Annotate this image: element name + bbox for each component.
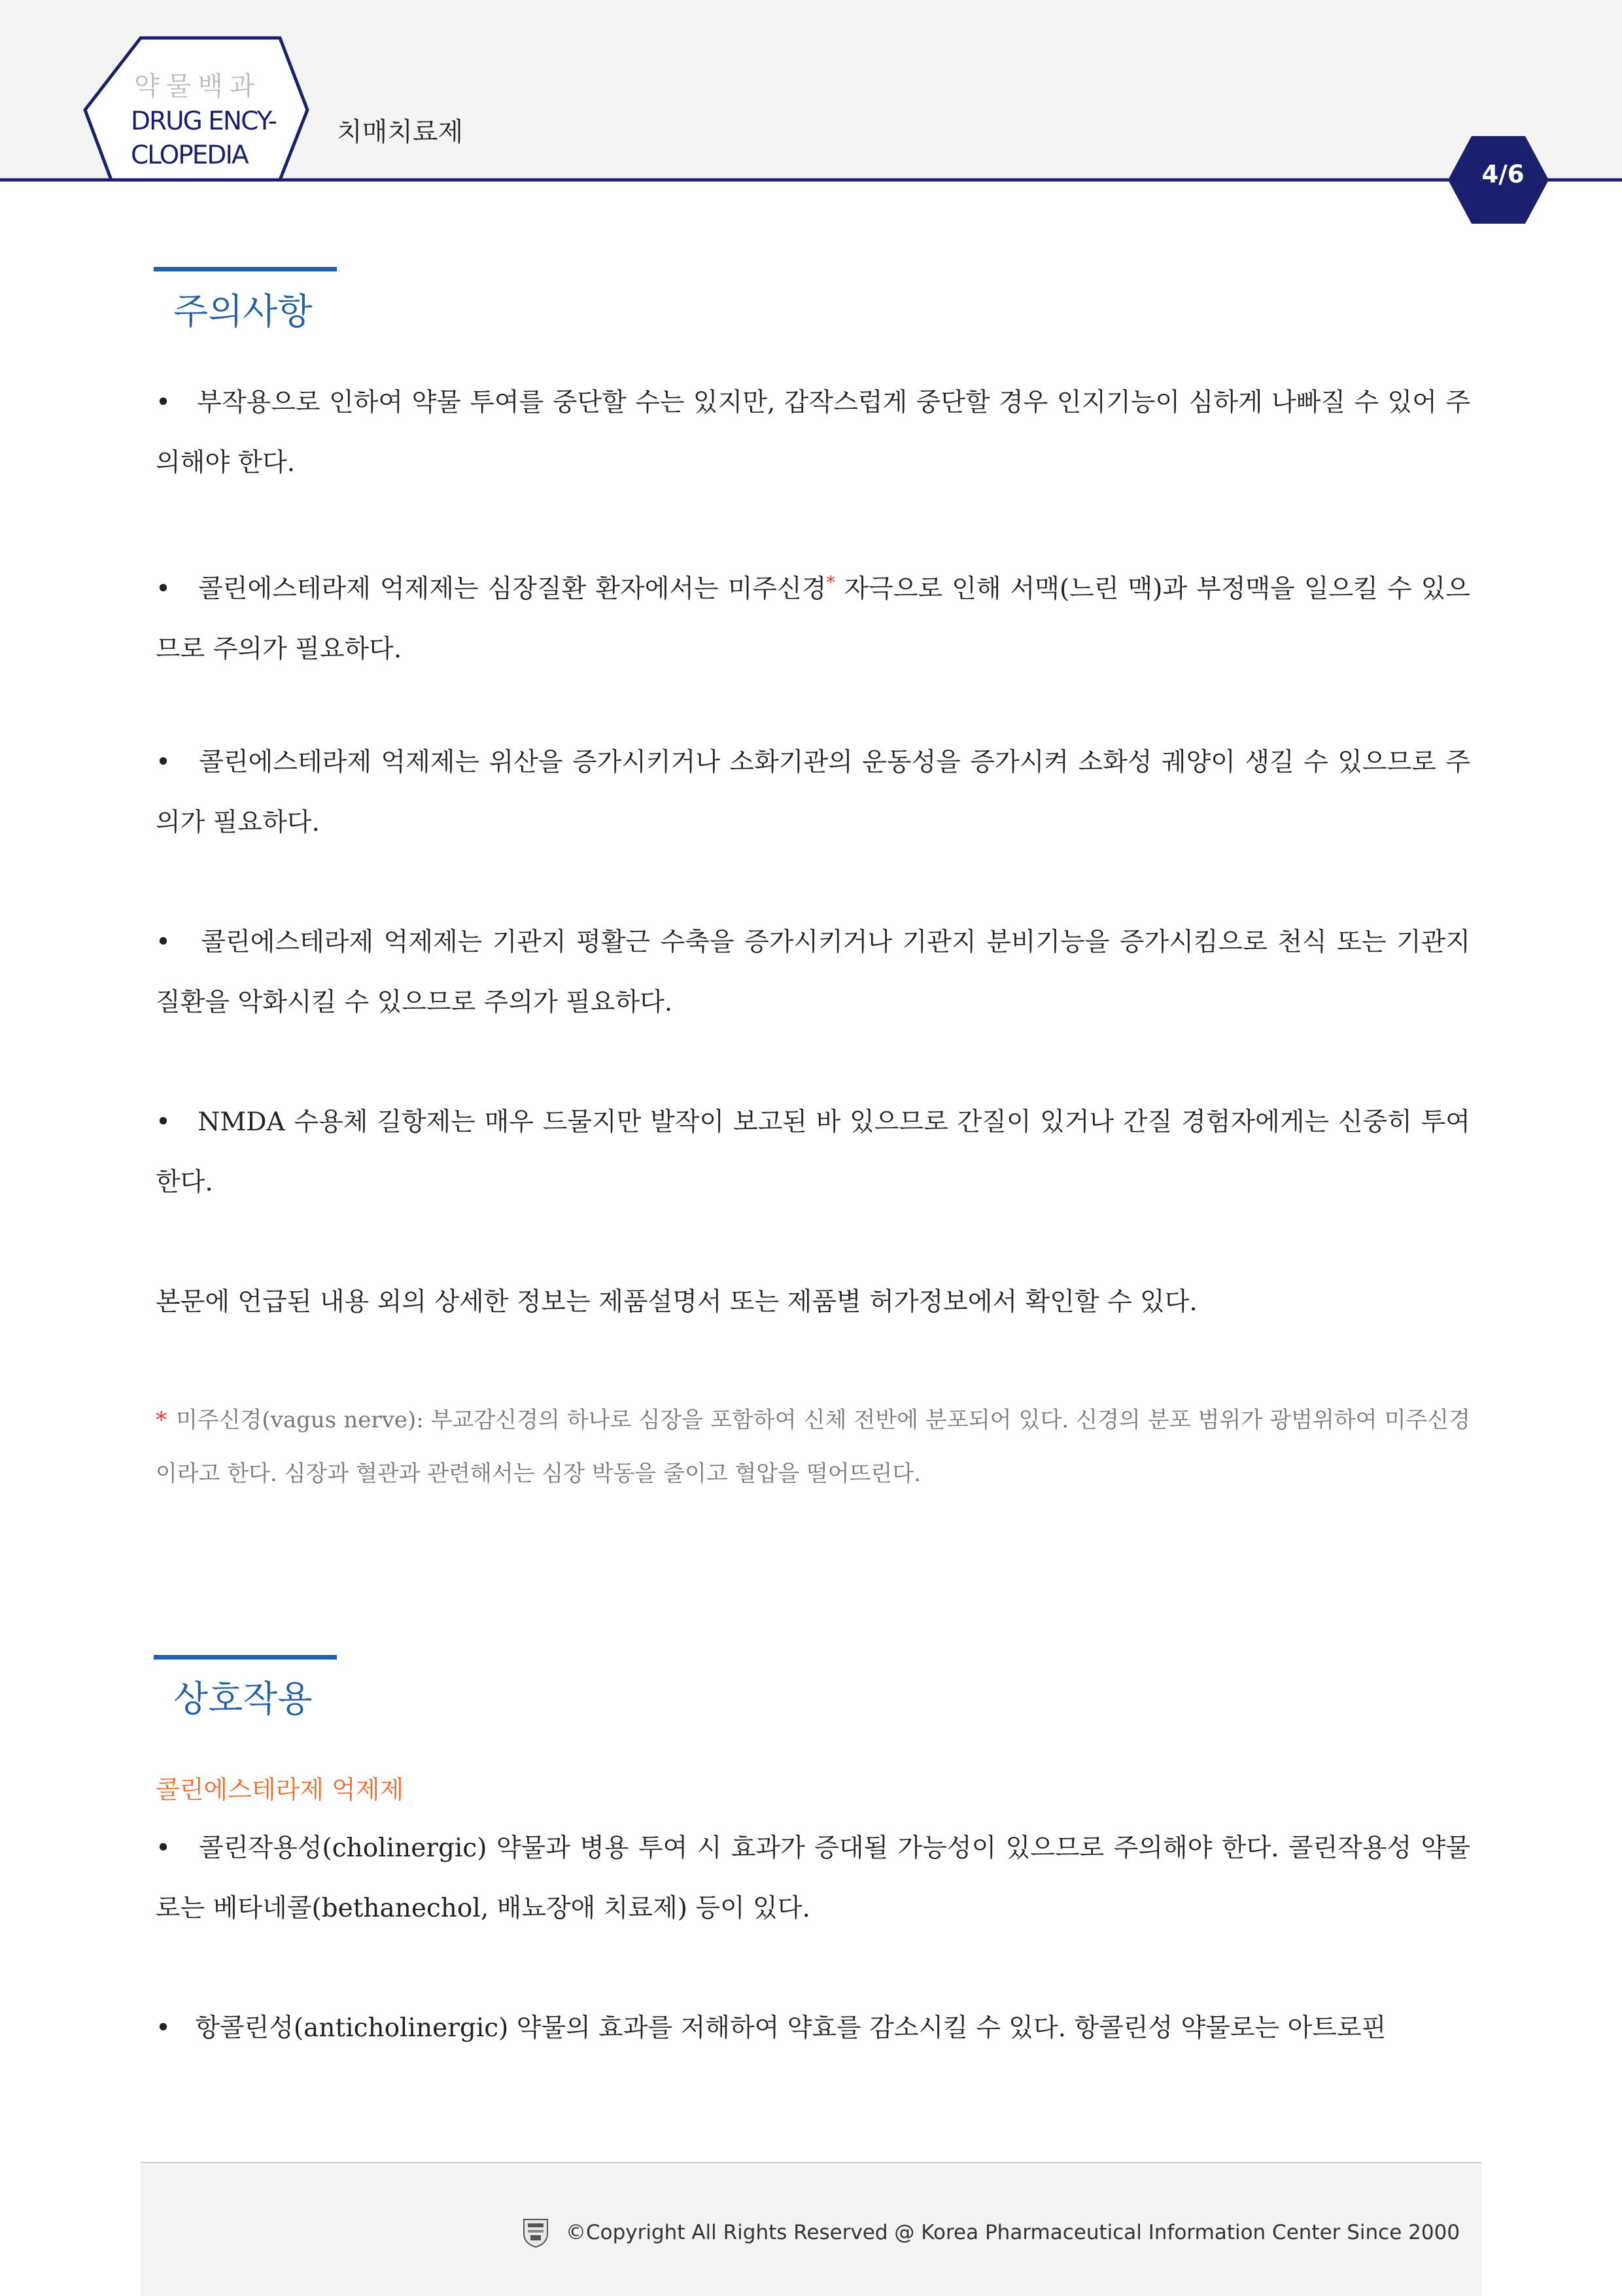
precaution-text: 콜린에스테라제 억제제는 위산을 증가시키거나 소화기관의 운동성을 증가시켜 소화성 궤양이 생길 수 있으므로 주의가 필요하다. [156,748,1470,837]
footer [141,2162,1481,2296]
precaution-item [156,373,1470,493]
precaution-text: 콜린에스테라제 억제제는 심장질환 환자에서는 미주신경 [198,574,827,604]
bullet-marker: • [156,574,171,604]
bullet-marker: • [156,928,171,957]
logo-english-line1: DRUG ENCY- [131,107,276,136]
precaution-item [156,913,1470,1033]
section-bar-precautions [154,267,337,271]
precaution-text: NMDA 수용체 길항제는 매우 드물지만 발작이 보고된 바 있으므로 간질이 있거나 간질 경험자에게는 신중히 투여한다. [156,1107,1470,1197]
shield-logo-icon [521,2217,550,2248]
footnote [156,1393,1470,1501]
bullet-marker: • [156,1834,171,1863]
section-title-interactions: 상호작용 [173,1678,313,1720]
logo-english [131,105,276,173]
precaution-item [156,1092,1470,1213]
bullet-marker: • [156,2013,171,2043]
bullet-marker: • [156,1107,171,1137]
section-bar-interactions [154,1655,337,1660]
footnote-marker: * [156,1407,167,1433]
interaction-item [156,1998,1470,2059]
interaction-text: 콜린작용성(cholinergic) 약물과 병용 투여 시 효과가 증대될 가능성이 있으므로 주의해야 한다. 콜린작용성 약물로는 베타네콜(bethanechol, 배뇨장애 치료제) 등이 있다. [156,1834,1470,1923]
precaution-text: 콜린에스테라제 억제제는 기관지 평활근 수축을 증가시키거나 기관지 분비기능을 증가시킴으로 천식 또는 기관지 질환을 악화시킬 수 있으므로 주의가 필요하다. [156,928,1470,1017]
document-title: 치매치료제 [337,117,464,147]
logo-korean: 약물백과 [134,71,262,101]
bullet-marker: • [156,388,171,417]
footnote-text: 미주신경(vagus nerve): 부교감신경의 하나로 심장을 포함하여 신체 전반에 분포되어 있다. 신경의 분포 범위가 광범위하여 미주신경이라고 한다. 심장과 혈관과 관련해서는 심장 박동을 줄이고 혈압을 떨어뜨린다. [156,1407,1470,1487]
footnote-reference: * [826,573,835,593]
section-title-precautions: 주의사항 [173,290,313,332]
logo-english-line2: CLOPEDIA [131,141,248,170]
precaution-text: 자극으로 인해 서맥(느린 맥)과 부정맥을 일으킬 수 있으므로 주의가 필요하다. [156,574,1470,664]
precaution-item [156,553,1470,680]
interaction-text: 항콜린성(anticholinergic) 약물의 효과를 저해하여 약효를 감소시킬 수 있다. 항콜린성 약물로는 아트로핀 [195,2013,1387,2043]
precaution-item [156,733,1470,853]
bullet-marker: • [156,748,171,777]
interaction-item [156,1818,1470,1939]
copyright-text: ©Copyright All Rights Reserved @ Korea Pharmaceutical Information Center Since 2000 [566,2221,1460,2244]
closing-note: 본문에 언급된 내용 외의 상세한 정보는 제품설명서 또는 제품별 허가정보에서 확인할 수 있다. [156,1287,1198,1317]
precaution-text: 부작용으로 인하여 약물 투여를 중단할 수는 있지만, 갑작스럽게 중단할 경우 인지기능이 심하게 나빠질 수 있어 주의해야 한다. [156,388,1470,478]
subheading-cholinesterase: 콜린에스테라제 억제제 [156,1775,404,1804]
page-number: 4/6 [1481,160,1525,188]
